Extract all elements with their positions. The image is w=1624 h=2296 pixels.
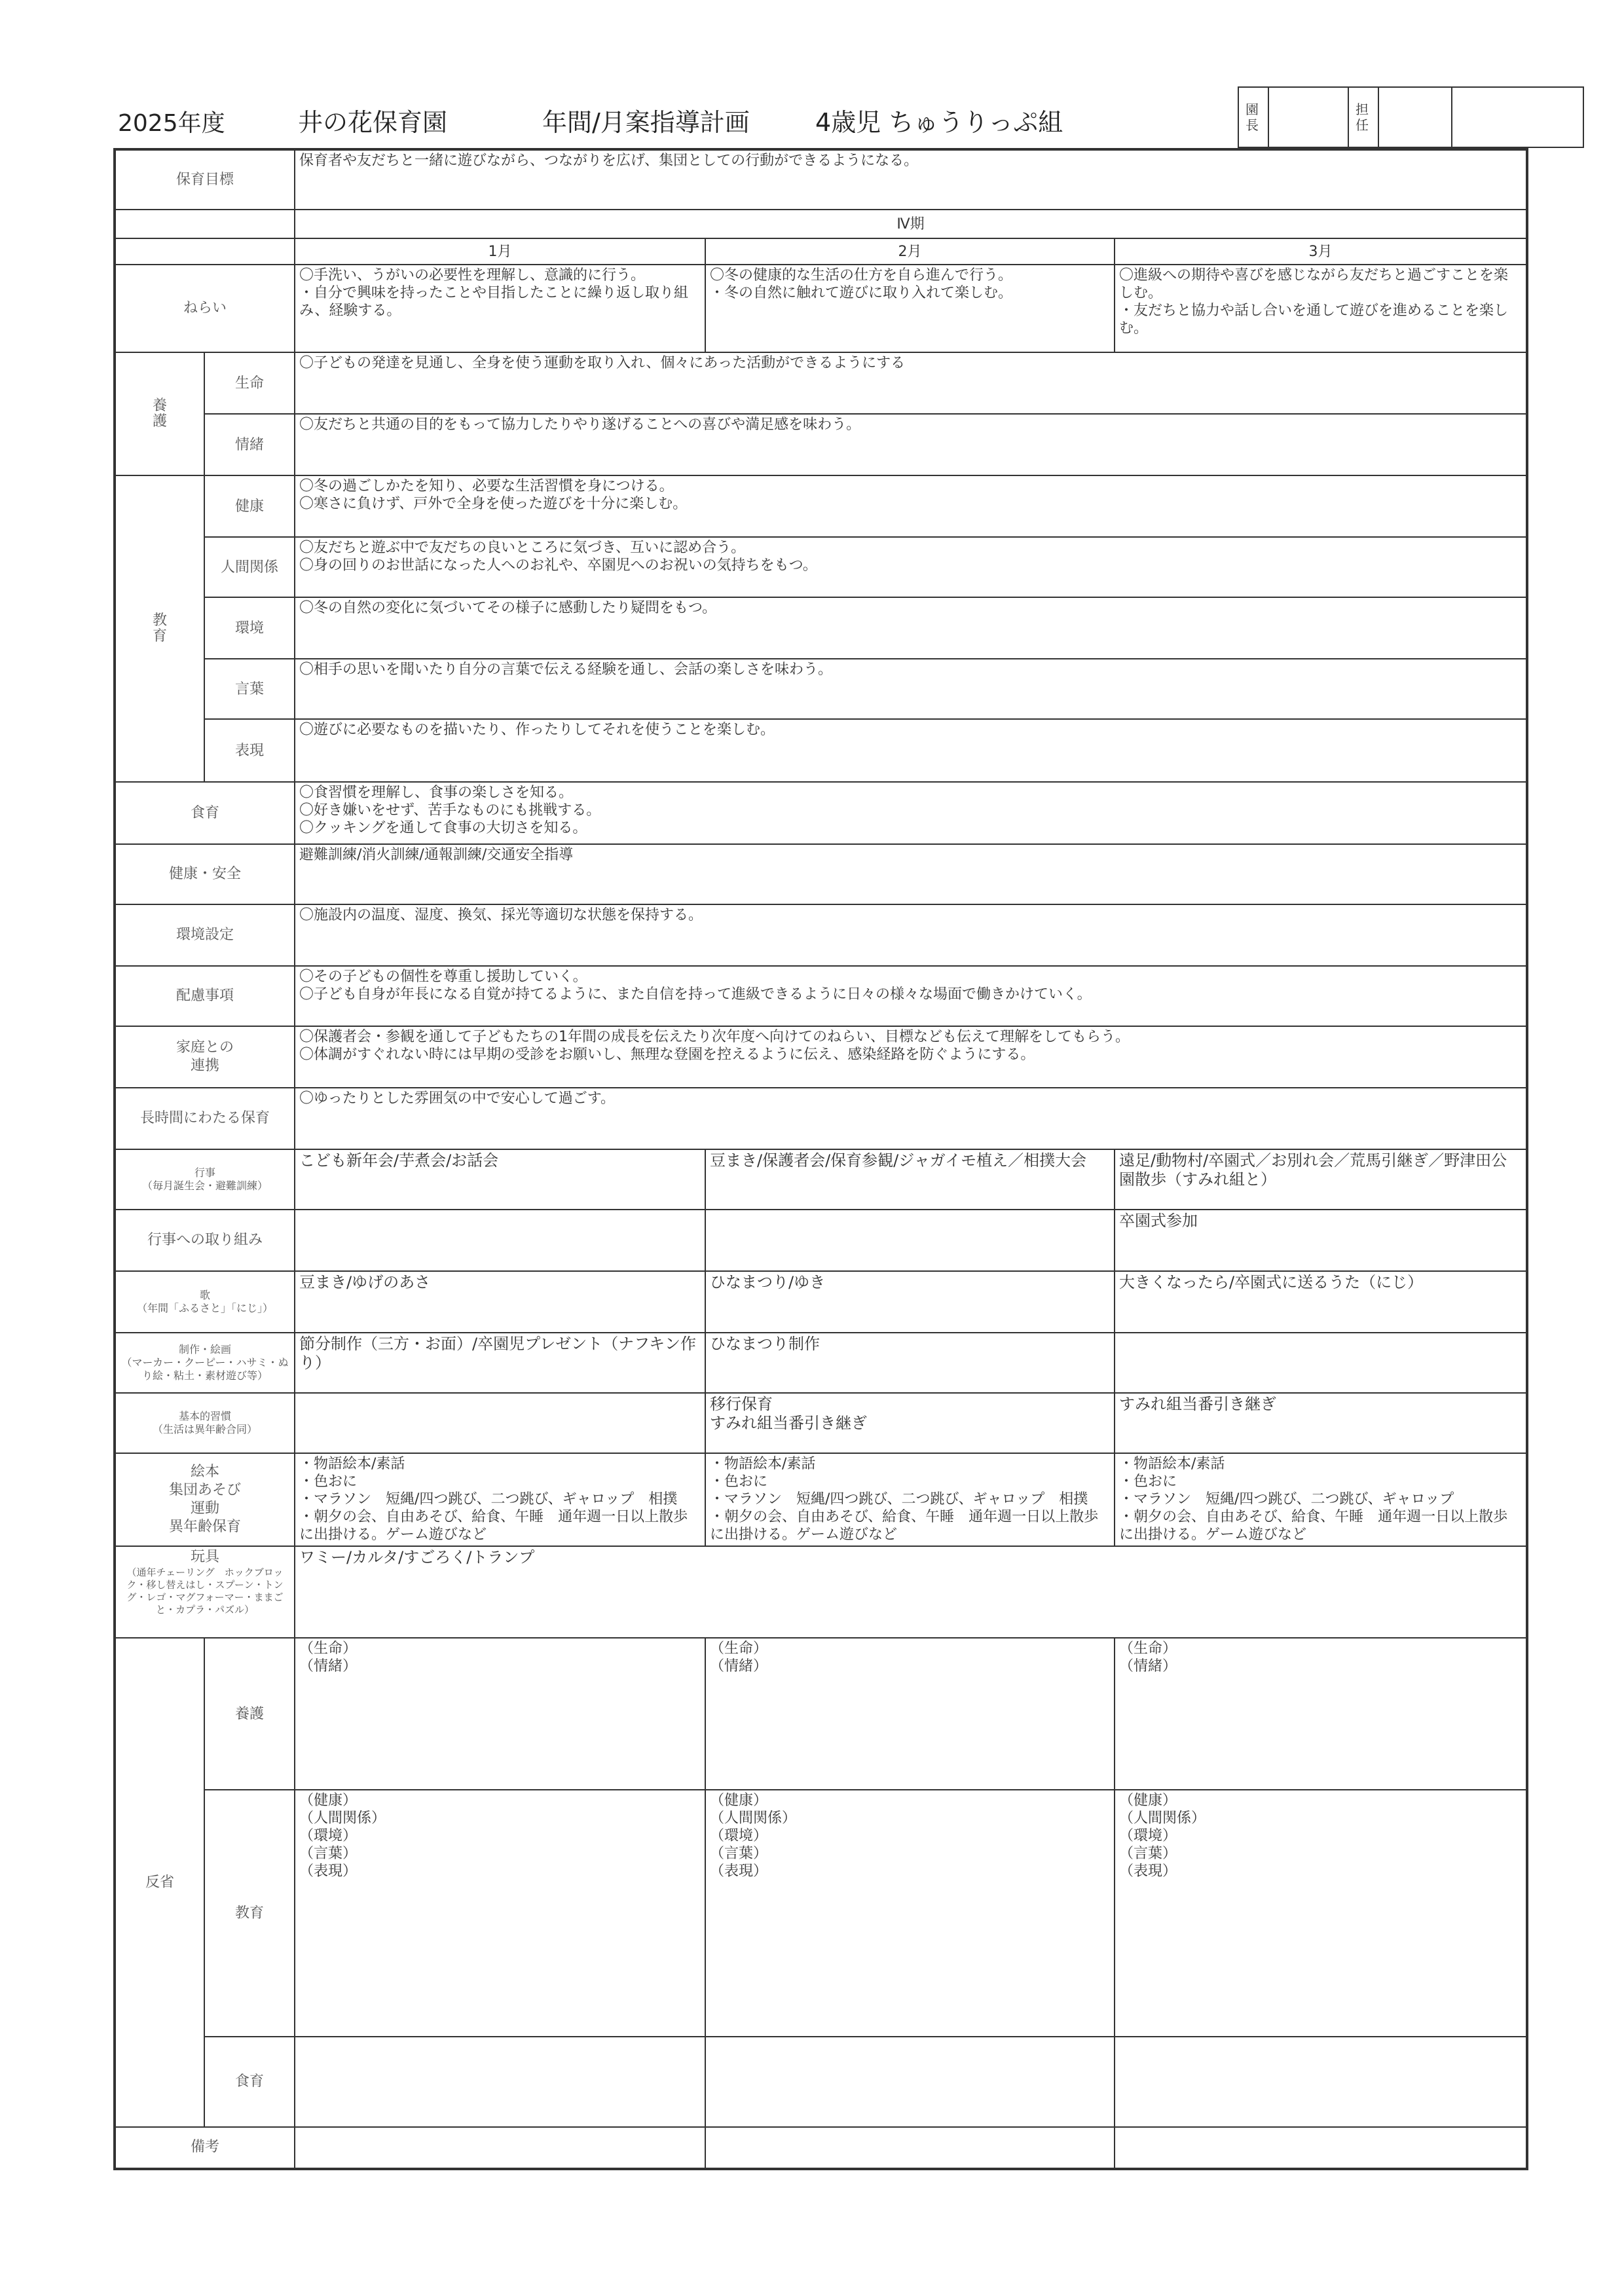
long-care-label: 長時間にわたる保育 — [115, 1088, 295, 1149]
care-emotion-row — [115, 414, 1527, 475]
songs-month-2: ひなまつり/ゆき — [705, 1271, 1115, 1333]
aims-month-3: 〇進級への期待や喜びを感じながら友だちと過ごすことを楽しむ。 ・友だちと協力や話し合いを通して遊びを進めることを楽しむ。 — [1115, 265, 1527, 352]
event-efforts-row — [115, 1210, 1527, 1271]
edu-environment-text: 〇冬の自然の変化に気づいてその様子に感動したり疑問をもつ。 — [295, 597, 1527, 659]
event-efforts-month-1 — [295, 1210, 705, 1271]
events-month-1: こども新年会/芋煮会/お話会 — [295, 1149, 705, 1210]
safety-row — [115, 844, 1527, 904]
care-emotion-text: 〇友だちと共通の目的をもって協力したりやり遂げることへの喜びや満足感を味わう。 — [295, 414, 1527, 475]
approval-stamp-box — [1238, 86, 1584, 148]
remarks-month-2[interactable] — [705, 2127, 1115, 2169]
songs-row — [115, 1271, 1527, 1333]
fiscal-year: 2025年度 — [118, 110, 225, 137]
edu-expression-row — [115, 719, 1527, 782]
long-care-text: 〇ゆったりとした雰囲気の中で安心して過ごす。 — [295, 1088, 1527, 1149]
month-header-2: 2月 — [705, 238, 1115, 265]
reflection-care-row — [115, 1638, 1527, 1790]
songs-label: 歌 （年間「ふるさと」「にじ」） — [115, 1271, 295, 1333]
stamp-field-teacher-1[interactable] — [1379, 88, 1452, 147]
edu-language-text: 〇相手の思いを聞いたり自分の言葉で伝える経験を通し、会話の楽しさを味わう。 — [295, 659, 1527, 719]
stamp-field-director[interactable] — [1269, 88, 1349, 147]
stamp-label-teacher: 担任 — [1349, 88, 1379, 147]
songs-month-3: 大きくなったら/卒園式に送るうた（にじ） — [1115, 1271, 1527, 1333]
edu-relations-text: 〇友だちと遊ぶ中で友だちの良いところに気づき、互いに認め合う。 〇身の回りのお世話になった人へのお礼や、卒園児へのお祝いの気持ちをもつ。 — [295, 537, 1527, 597]
education-label: 教育 — [115, 475, 204, 782]
activities-month-3: ・物語絵本/素話 ・色おに ・マラソン 短縄/四つ跳び、二つ跳び、ギャロップ ・朝夕の会、自由あそび、給食、午睡 通年週一日以上散歩に出掛ける。ゲーム遊びなど — [1115, 1453, 1527, 1546]
edu-relations-row — [115, 537, 1527, 597]
reflection-food-month-3[interactable] — [1115, 2037, 1527, 2127]
edu-language-row — [115, 659, 1527, 719]
goal-text: 保育者や友だちと一緒に遊びながら、つながりを広げ、集団としての行動ができるようになる。 — [295, 149, 1527, 210]
habits-row — [115, 1393, 1527, 1453]
plan-table — [113, 148, 1528, 2170]
care-life-text: 〇子どもの発達を見通し、全身を使う運動を取り入れ、個々にあった活動ができるようにする — [295, 352, 1527, 414]
care-life-label: 生命 — [204, 352, 295, 414]
edu-expression-label: 表現 — [204, 719, 295, 782]
long-care-row — [115, 1088, 1527, 1149]
reflection-food-label: 食育 — [204, 2037, 295, 2127]
crafts-month-2: ひなまつり制作 — [705, 1333, 1115, 1393]
reflection-edu-label: 教育 — [204, 1790, 295, 2036]
period-label: Ⅳ期 — [295, 210, 1527, 238]
food-label: 食育 — [115, 782, 295, 843]
events-row — [115, 1149, 1527, 1210]
reflection-edu-month-3[interactable]: （健康） （人間関係） （環境） （言葉） （表現） — [1115, 1790, 1527, 2036]
env-setting-text: 〇施設内の温度、湿度、換気、採光等適切な状態を保持する。 — [295, 904, 1527, 966]
food-text: 〇食習慣を理解し、食事の楽しさを知る。 〇好き嫌いをせず、苦手なものにも挑戦する。 〇クッキングを通して食事の大切さを知る。 — [295, 782, 1527, 843]
aims-month-2: 〇冬の健康的な生活の仕方を自ら進んで行う。 ・冬の自然に触れて遊びに取り入れて楽しむ。 — [705, 265, 1115, 352]
toys-label-cell — [115, 1546, 295, 1638]
reflection-edu-row — [115, 1790, 1527, 2036]
goal-row — [115, 149, 1527, 210]
remarks-row — [115, 2127, 1527, 2169]
activities-row — [115, 1453, 1527, 1546]
reflection-food-row — [115, 2037, 1527, 2127]
remarks-month-3[interactable] — [1115, 2127, 1527, 2169]
remarks-month-1[interactable] — [295, 2127, 705, 2169]
habits-label: 基本的習慣 （生活は異年齢合同） — [115, 1393, 295, 1453]
family-text: 〇保護者会・参観を通して子どもたちの1年間の成長を伝えたり次年度へ向けてのねらい、目標なども伝えて理解をしてもらう。 〇体調がすぐれない時には早期の受診をお願いし、無理な登園を控えるように伝え、感染経路を防ぐようにする。 — [295, 1026, 1527, 1088]
toys-sublabel: （通年チェーリング ホックブロック・移し替えはし・スプーン・トング・レゴ・マグフォーマー・ままごと・カプラ・パズル） — [126, 1566, 284, 1616]
document-title: 年間/月案指導計画 — [542, 108, 750, 137]
reflection-care-month-2[interactable]: （生命） （情緒） — [705, 1638, 1115, 1790]
safety-label: 健康・安全 — [115, 844, 295, 904]
period-row — [115, 210, 1527, 238]
month-header-1: 1月 — [295, 238, 705, 265]
crafts-month-1: 節分制作（三方・お面）/卒園児プレゼント（ナフキン作り） — [295, 1333, 705, 1393]
consideration-label: 配慮事項 — [115, 966, 295, 1026]
reflection-label: 反省 — [115, 1638, 204, 2126]
month-header-blank — [115, 238, 295, 265]
family-label: 家庭との 連携 — [115, 1026, 295, 1088]
nursery-name: 井の花保育園 — [298, 108, 448, 137]
care-label: 養護 — [115, 352, 204, 475]
event-efforts-month-2 — [705, 1210, 1115, 1271]
safety-text: 避難訓練/消火訓練/通報訓練/交通安全指導 — [295, 844, 1527, 904]
aims-row — [115, 265, 1527, 352]
reflection-food-month-2[interactable] — [705, 2037, 1115, 2127]
events-month-2: 豆まき/保護者会/保育参観/ジャガイモ植え／相撲大会 — [705, 1149, 1115, 1210]
habits-month-3: すみれ組当番引き継ぎ — [1115, 1393, 1527, 1453]
event-efforts-month-3: 卒園式参加 — [1115, 1210, 1527, 1271]
remarks-label: 備考 — [115, 2127, 295, 2169]
goal-label: 保育目標 — [115, 149, 295, 210]
songs-month-1: 豆まき/ゆげのあさ — [295, 1271, 705, 1333]
edu-health-label: 健康 — [204, 475, 295, 537]
edu-environment-row — [115, 597, 1527, 659]
reflection-edu-month-2[interactable]: （健康） （人間関係） （環境） （言葉） （表現） — [705, 1790, 1115, 2036]
period-blank — [115, 210, 295, 238]
edu-relations-label: 人間関係 — [204, 537, 295, 597]
aims-label: ねらい — [115, 265, 295, 352]
class-name: 4歳児 ちゅうりっぷ組 — [815, 108, 1063, 137]
toys-text: ワミー/カルタ/すごろく/トランプ — [295, 1546, 1527, 1638]
activities-month-2: ・物語絵本/素話 ・色おに ・マラソン 短縄/四つ跳び、二つ跳び、ギャロップ 相撲 ・朝夕の会、自由あそび、給食、午睡 通年週一日以上散歩に出掛ける。ゲーム遊びなど — [705, 1453, 1115, 1546]
env-setting-label: 環境設定 — [115, 904, 295, 966]
env-setting-row — [115, 904, 1527, 966]
edu-environment-label: 環境 — [204, 597, 295, 659]
month-header-row — [115, 238, 1527, 265]
reflection-care-label: 養護 — [204, 1638, 295, 1790]
edu-health-row — [115, 475, 1527, 537]
family-row — [115, 1026, 1527, 1088]
event-efforts-label: 行事への取り組み — [115, 1210, 295, 1271]
consideration-text: 〇その子どもの個性を尊重し援助していく。 〇子ども自身が年長になる自覚が持てるように、また自信を持って進級できるように日々の様々な場面で働きかけていく。 — [295, 966, 1527, 1026]
habits-month-2: 移行保育 すみれ組当番引き継ぎ — [705, 1393, 1115, 1453]
reflection-food-month-1[interactable] — [295, 2037, 705, 2127]
care-life-row — [115, 352, 1527, 414]
reflection-care-month-3[interactable]: （生命） （情緒） — [1115, 1638, 1527, 1790]
activities-label: 絵本 集団あそび 運動 異年齢保育 — [115, 1453, 295, 1546]
consideration-row — [115, 966, 1527, 1026]
edu-expression-text: 〇遊びに必要なものを描いたり、作ったりしてそれを使うことを楽しむ。 — [295, 719, 1527, 782]
edu-language-label: 言葉 — [204, 659, 295, 719]
edu-health-text: 〇冬の過ごしかたを知り、必要な生活習慣を身につける。 〇寒さに負けず、戸外で全身を使った遊びを十分に楽しむ。 — [295, 475, 1527, 537]
toys-label: 玩具 — [191, 1549, 220, 1566]
events-month-3: 遠足/動物村/卒園式／お別れ会／荒馬引継ぎ／野津田公園散歩（すみれ組と） — [1115, 1149, 1527, 1210]
events-label: 行事 （毎月誕生会・避難訓練） — [115, 1149, 295, 1210]
month-header-3: 3月 — [1115, 238, 1527, 265]
crafts-month-3 — [1115, 1333, 1527, 1393]
habits-month-1 — [295, 1393, 705, 1453]
reflection-care-month-1[interactable]: （生命） （情緒） — [295, 1638, 705, 1790]
stamp-label-director: 園長 — [1239, 88, 1269, 147]
care-emotion-label: 情緒 — [204, 414, 295, 475]
food-row — [115, 782, 1527, 843]
stamp-field-teacher-2[interactable] — [1452, 88, 1583, 147]
crafts-row — [115, 1333, 1527, 1393]
reflection-edu-month-1[interactable]: （健康） （人間関係） （環境） （言葉） （表現） — [295, 1790, 705, 2036]
crafts-label: 制作・絵画 （マーカー・クーピー・ハサミ・ぬり絵・粘土・素材遊び等） — [115, 1333, 295, 1393]
activities-month-1: ・物語絵本/素話 ・色おに ・マラソン 短縄/四つ跳び、二つ跳び、ギャロップ 相撲 ・朝夕の会、自由あそび、給食、午睡 通年週一日以上散歩に出掛ける。ゲーム遊びなど — [295, 1453, 705, 1546]
toys-row — [115, 1546, 1527, 1638]
aims-month-1: 〇手洗い、うがいの必要性を理解し、意識的に行う。 ・自分で興味を持ったことや目指したことに繰り返し取り組み、経験する。 — [295, 265, 705, 352]
